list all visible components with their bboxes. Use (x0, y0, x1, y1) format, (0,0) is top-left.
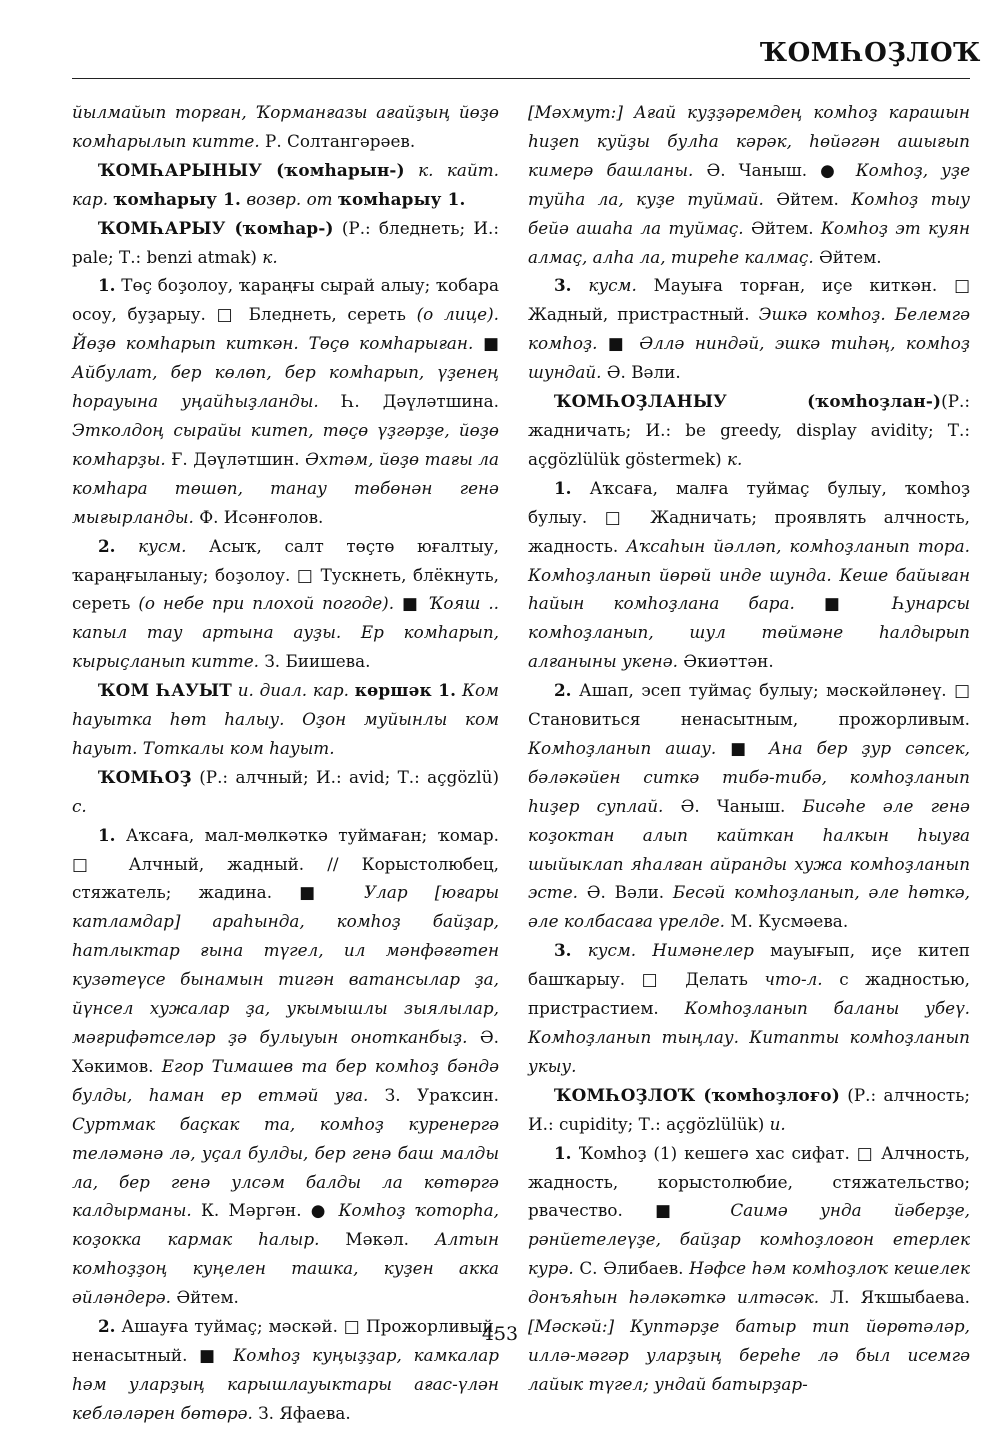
entry-paragraph: 1. Төҫ боҙолоу, ҡараңғы сырай алыу; ҡобара осоу, буҙарыу. □ Бледнеть, сереть (о лице). Йөҙө комһарып киткән. Төҫө комһарыған. ■ Айбулат, бер көлөп, бер комһарып, үҙенең һорауына уңайһыҙланды. Һ. Дәүләтшина. Этколдоң сырайы китеп, төҫө үҙгәрҙе, йөҙө комһарҙы. Ғ. Дәүләтшин. Әхтәм, йөҙө тағы ла комһара төшөп, танау төбөнән генә мығырланды. Ф. Исәнғолов. (72, 275, 500, 527)
entry-paragraph: ҠОМҺОҘЛОҠ (ҡомһоҙлоғо) (Р.: алчность; И.: cupidity; Т.: açgözlülük) и. (528, 1084, 970, 1134)
entry-paragraph: 2. Ашап, эсеп туймаҫ булыу; мәскәйләнеү. □ Становиться ненасытным, прожорливым. Комһоҙланып ашау. ■ Ана бер ҙур сәпсек, бәләкәйен ситкә тибә-тибә, комһоҙланып һиҙер суплай. Ә. Чаныш. Бисәһе әле генә коҙоктан алып кайткан һалкын һыуға шыйыклап яһалған айранды хужа комһоҙланып эсте. Ә. Вәли. Бесәй комһоҙланып, әле һөткә, әле колбасаға үрелде. М. Кусмәева. (528, 680, 970, 932)
entry-paragraph: ҠОМ ҺАУЫТ и. диал. кар. көршәк 1. Ком һауытка һөт һалыу. Оҙон муйынлы ком һауыт. Тоткалы ком һауыт. (72, 680, 499, 758)
entry-paragraph: ҠОМҺАРЫУ (ҡомһар-) (Р.: бледнеть; И.: pale; Т.: benzi atmak) к. (72, 217, 499, 267)
entry-paragraph: ҠОМҺОҘЛАНЫУ (ҡомһоҙлан-)(Р.: жадничать; И.: be greedy, display avidity; Т.: açgözlülük göstermek) к. (528, 391, 970, 469)
page-number: 453 (481, 1323, 519, 1345)
entry-paragraph: йылмайып торған, Ҡорманғазы ағайҙың йөҙө комһарылып китте. Р. Солтангәрәев. (72, 102, 499, 151)
left-column (72, 98, 499, 1428)
entry-paragraph: 3. кусм. Мауыға торған, иҫе киткән. □ Жадный, пристрастный. Эшкә комһоҙ. Белемгә комһоҙ. ■ Әллә ниндәй, эшкә тиһәң, комһоҙ шундай. Ә. Вәли. (528, 275, 970, 383)
entry-paragraph: 3. кусм. Нимәнелер мауығып, иҫе китеп башҡарыу. □ Делать что-л. с жадностью, пристрастием. Комһоҙланып баланы убеү. Комһоҙланып тыңлау. Китапты комһоҙланып укыу. (528, 940, 970, 1076)
entry-paragraph: ҠОМҺАРЫНЫУ (ҡомһарын-) к. кайт. кар. ҡомһарыу 1. возвр. от ҡомһарыу 1. (72, 159, 499, 209)
right-column (528, 98, 970, 1399)
entry-paragraph: [Мәхмут:] Ағай куҙҙәремдең комһоҙ карашын һиҙеп куйҙы булһа кәрәк, һөйәгән ашығып кимерә башланы. Ә. Чаныш. ● Комһоҙ, уҙе туйһа ла, куҙе туймай. Әйтем. Комһоҙ тыу бейә ашаһа ла туймаҫ. Әйтем. Комһоҙ эт куян алмаҫ, алһа ла, тиреһе калмаҫ. Әйтем. (528, 102, 971, 267)
entry-paragraph: 2. Ашауға туймаҫ; мәскәй. □ Прожорливый, ненасытный. ■ Комһоҙ куңыҙҙар, камкалар һәм уларҙың карышлауыктары ағас-үлән кебләләрен бөтөрә. З. Яфаева. (72, 1316, 499, 1423)
entry-paragraph: ҠОМҺОҘ (Р.: алчный; И.: avid; Т.: açgözlü) с. (72, 766, 499, 816)
entry-paragraph: 1. Аҡсаға, мал-мөлкәткә туймаған; ҡомар. □ Алчный, жадный. // Корыстолюбец, стяжатель; жадина. ■ Улар [юғары катламдар] араһында, комһоҙ байҙар, һатлыктар ғына түгел, ил мәнфәғәтен кузәтеүсе бынамын тигән ватансылар ҙа, йүнсел хужалар ҙа, укымышлы зыялылар, мәғрифәтселәр ҙә булыуын онотканбыҙ. Ә. Хәкимов. Егор Тимашев та бер комһоҙ бәндә булды, һаман ер етмәй уға. З. Ураҡсин. Суртмак баҫкак та, комһоҙ куренергә теләмәнә лә, уҫал булды, бер генә баш малды ла, бер генә улсәм балды ла көтөргә калдырманы. К. Мәргән. ● Комһоҙ ҡоторһа, коҙокка кармак һалыр. Мәкәл. Алтын комһоҙҙоң куңелен ташка, куҙен акка әйләндерә. Әйтем. (72, 824, 499, 1308)
header-rule (72, 78, 970, 79)
entry-paragraph: 1. Аҡсаға, малға туймаҫ булыу, ҡомһоҙ булыу. □ Жадничать; проявлять алчность, жадность. Аҡсаһын йәлләп, комһоҙланып тора. Комһоҙланып йөрөй инде шунда. Кеше байыған һайын комһоҙлана бара. ■ Һунарсы комһоҙланып, шул төймәне һалдырып алғаныны укенә. Әкиәттән. (528, 477, 970, 672)
entry-paragraph: 1. Ҡомһоҙ (1) кешегә хас сифат. □ Алчность, жадность, корыстолюбие, стяжательство; рвачество. ■ Саимә унда йәберҙе, рәнйетелеүҙе, байҙар комһоҙлоғон етерлек курә. С. Әлибаев. Нәфсе һәм комһоҙлоҡ кешелек донъяһын һәләкәткә илтәсәк. Л. Яҡшыбаева. [Мәскәй:] Куптәрҙе батыр тип йөрөтәләр, иллә-мәгәр уларҙың береһе лә был исемгә лайык түгел; ундай батырҙар- (528, 1142, 971, 1394)
running-head: ҠОМҺОҘЛОҠ (760, 38, 981, 68)
entry-paragraph: 2. кусм. Асыҡ, салт төҫтө юғалтыу, ҡараңғыланыу; боҙолоу. □ Тускнеть, блёкнуть, сереть (о небе при плохой погоде). ■ Ҡояш .. капыл тау артына ауҙы. Ер комһарып, кырыҫланып китте. З. Биишева. (72, 535, 500, 672)
